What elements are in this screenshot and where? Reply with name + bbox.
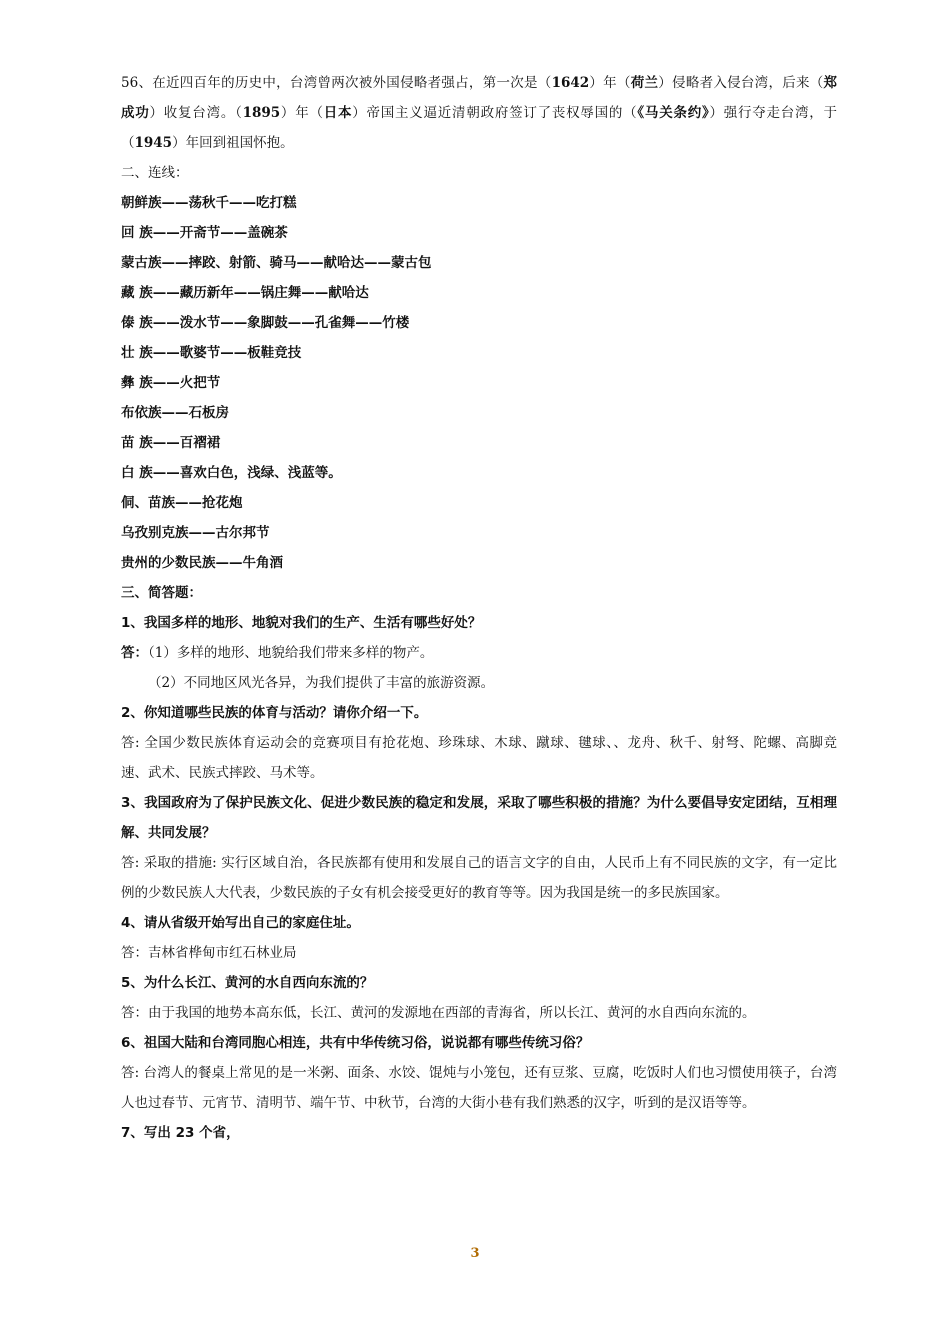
match-item: 侗、苗族——抢花炮 [121, 495, 243, 511]
answer-3: 答: 采取的措施: 实行区域自治，各民族都有使用和发展自己的语言文字的自由，人民币上有不同民族的文字，有一定比例的少数民族人大代表，少数民族的子女有机会接受更好的教育等等。因为我国是统一的多民族国家。 [121, 855, 837, 901]
answer-2: 答: 全国少数民族体育运动会的竞赛项目有抢花炮、珍珠球、木球、蹴球、毽球、、龙舟、秋千、射弩、陀螺、高脚竞速、武术、民族式摔跤、马术等。 [121, 735, 837, 781]
question-56: 56、在近四百年的历史中，台湾曾两次被外国侵略者强占，第一次是（1642）年（荷兰）侵略者入侵台湾，后来（郑成功）收复台湾。（1895）年（日本）帝国主义逼近清朝政府签订了丧权辱国的（《马关条约》）强行夺走台湾，于（1945）年回到祖国怀抱。 [121, 75, 838, 151]
section-2-title: 二、连线： [121, 165, 189, 181]
question-6: 6、祖国大陆和台湾同胞心相连，共有中华传统习俗，说说都有哪些传统习俗？ [121, 1035, 590, 1051]
answer-1: 答：（1）多样的地形、地貌给我们带来多样的物产。 [121, 645, 434, 661]
page-number: 3 [470, 1246, 480, 1261]
question-7: 7、写出 23 个省， [121, 1125, 240, 1141]
answer-5: 答：由于我国的地势本高东低，长江、黄河的发源地在西部的青海省，所以长江、黄河的水自西向东流的。 [121, 1005, 756, 1021]
match-item: 布依族——石板房 [121, 405, 229, 421]
question-3: 3、我国政府为了保护民族文化、促进少数民族的稳定和发展，采取了哪些积极的措施？为什么要倡导安定团结，互相理解、共同发展？ [121, 795, 837, 841]
match-item: 苗 族——百褶裙 [121, 435, 221, 451]
match-item: 回 族——开斋节——盖碗茶 [121, 225, 288, 241]
match-item: 蒙古族——摔跤、射箭、骑马——献哈达——蒙古包 [121, 255, 432, 271]
match-item: 乌孜别克族——古尔邦节 [121, 525, 270, 541]
question-2: 2、你知道哪些民族的体育与活动？请你介绍一下。 [121, 705, 428, 721]
section-3-title: 三、简答题： [121, 585, 202, 601]
match-item: 朝鲜族——荡秋千——吃打糕 [121, 195, 297, 211]
match-item: 白 族——喜欢白色，浅绿、浅蓝等。 [121, 465, 342, 481]
question-4: 4、请从省级开始写出自己的家庭住址。 [121, 915, 360, 931]
answer-6: 答: 台湾人的餐桌上常见的是一米粥、面条、水饺、馄炖与小笼包，还有豆浆、豆腐，吃饭时人们也习惯使用筷子，台湾人也过春节、元宵节、清明节、端午节、中秋节，台湾的大街小巷有我们熟悉的汉字，听到的是汉语等等。 [121, 1065, 837, 1111]
answer-4: 答：吉林省桦甸市红石林业局 [121, 945, 297, 961]
question-1: 1、我国多样的地形、地貌对我们的生产、生活有哪些好处？ [121, 615, 482, 631]
match-item: 彝 族——火把节 [121, 375, 221, 391]
match-item: 藏 族——藏历新年——锅庄舞——献哈达 [121, 285, 369, 301]
match-item: 傣 族——泼水节——象脚鼓——孔雀舞——竹楼 [121, 315, 410, 331]
answer-1-part-2: （2）不同地区风光各异，为我们提供了丰富的旅游资源。 [148, 675, 495, 691]
document-page [121, 68, 837, 1148]
match-item: 壮 族——歌婆节——板鞋竞技 [121, 345, 302, 361]
match-item: 贵州的少数民族——牛角酒 [121, 555, 283, 571]
question-5: 5、为什么长江、黄河的水自西向东流的？ [121, 975, 374, 991]
